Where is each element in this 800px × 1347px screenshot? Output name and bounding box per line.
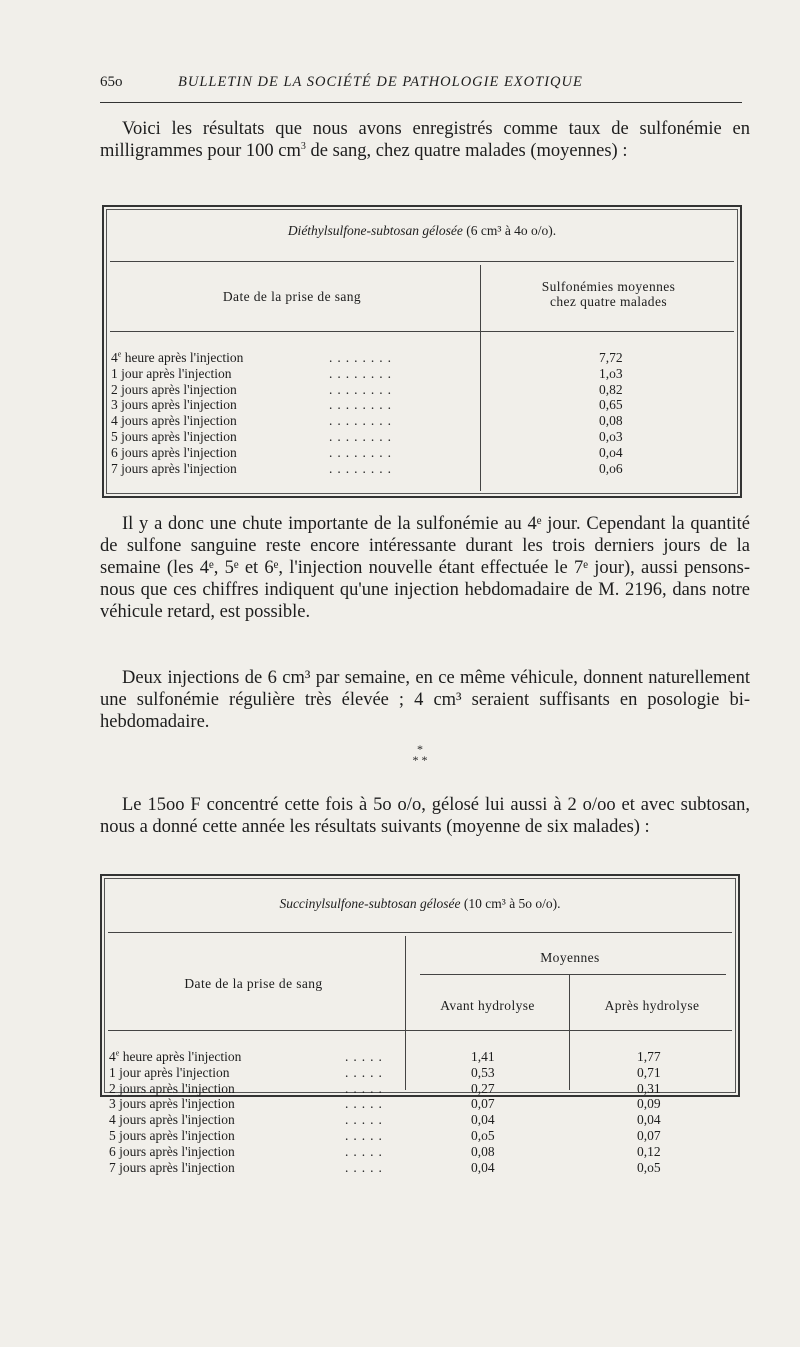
row-label xyxy=(111,413,237,429)
row-value-after: 1,77 xyxy=(637,1049,661,1064)
table1-header-result-line2: chez quatre malades xyxy=(549,294,668,309)
row-label-number: 4 xyxy=(111,413,118,429)
row-label-number: 4 xyxy=(109,1112,116,1128)
table2-body xyxy=(109,1049,729,1175)
row-label xyxy=(109,1065,230,1081)
row-label-number: 2 xyxy=(111,381,118,397)
row-label-number: 6 xyxy=(111,444,118,460)
page-header xyxy=(100,74,742,96)
table2-header-before: Avant hydrolyse xyxy=(440,998,535,1013)
table-diethylsulfone xyxy=(102,205,742,498)
row-value: 0,82 xyxy=(599,381,623,397)
table-row xyxy=(109,1081,729,1097)
row-label xyxy=(111,461,237,477)
row-value-after: 0,31 xyxy=(637,1080,661,1096)
row-label xyxy=(109,1144,235,1160)
table2-caption-title: Succinylsulfone-subtosan gélosée xyxy=(279,896,461,911)
dot-leader: ..... xyxy=(345,1049,387,1064)
table2-header-after: Après hydrolyse xyxy=(604,998,700,1013)
row-value-after: 0,12 xyxy=(637,1143,661,1159)
table-row xyxy=(109,1128,729,1144)
table-row xyxy=(111,350,731,366)
row-value: 0,o4 xyxy=(599,444,623,460)
intro-text-after: de sang, chez quatre malades (moyennes) : xyxy=(305,141,628,161)
row-label xyxy=(111,350,243,366)
row-label-text: jours après l'injection xyxy=(117,381,237,397)
table-row xyxy=(111,366,731,382)
row-value-before: 0,07 xyxy=(471,1096,495,1112)
row-label-text: jours après l'injection xyxy=(115,1112,235,1128)
dot-leader: ..... xyxy=(345,1080,387,1096)
row-label-text: jours après l'injection xyxy=(117,428,237,444)
row-label-sup: e xyxy=(115,1048,120,1058)
table2-top-rule xyxy=(108,932,732,933)
table-succinylsulfone xyxy=(100,874,740,1175)
row-value-before: 1,41 xyxy=(471,1049,495,1064)
dot-leader: ..... xyxy=(345,1159,387,1175)
dot-leader: ........ xyxy=(329,428,396,444)
table2-header-moyennes: Moyennes xyxy=(540,950,600,965)
row-label-text: jours après l'injection xyxy=(117,460,237,476)
row-label-sup: e xyxy=(117,349,122,359)
row-value-before: 0,o5 xyxy=(471,1127,495,1143)
table-row xyxy=(109,1144,729,1160)
dot-leader: ........ xyxy=(329,460,396,476)
asterism-top: * xyxy=(417,742,423,756)
table-row xyxy=(109,1160,729,1176)
row-label xyxy=(109,1160,235,1176)
table1-caption-title: Diéthylsulfone-subtosan gélosée xyxy=(287,223,463,238)
table2-caption-rest: (10 cm³ à 5o o/o). xyxy=(463,896,561,911)
table-row xyxy=(111,461,731,477)
table2-header-rule xyxy=(108,1030,732,1031)
row-value: 0,08 xyxy=(599,413,623,429)
row-label-number: 4 xyxy=(109,1049,116,1064)
table-row xyxy=(109,1065,729,1081)
dot-leader: ..... xyxy=(345,1064,387,1080)
dot-leader: ........ xyxy=(329,381,396,397)
row-label-text: jours après l'injection xyxy=(117,397,237,413)
row-label-text: jours après l'injection xyxy=(115,1096,235,1112)
row-label xyxy=(111,397,237,413)
row-label xyxy=(109,1112,235,1128)
table-row xyxy=(111,445,731,461)
row-label-text: jours après l'injection xyxy=(115,1143,235,1159)
paragraph-chute-text: Il y a donc une chute importante de la sulfonémie au 4ᵉ jour. Cependant la quantité de sulfone sanguine reste encore intéressante durant les trois derniers jours de la semaine (les 4ᵉ, 5ᵉ et 6ᵉ, l'injection nouvelle étant effectuée le 7ᵉ jour), aussi pensons-nous que ces chiffres indiquent qu'une injection hebdomadaire de M. 2196, dans notre véhicule retard, est possible. xyxy=(100,514,750,622)
dot-leader: ........ xyxy=(329,413,396,429)
table2-group-rule xyxy=(420,974,726,975)
row-label-text: jours après l'injection xyxy=(115,1159,235,1175)
table1-caption-rest: (6 cm³ à 4o o/o). xyxy=(466,223,557,238)
row-label-number: 3 xyxy=(111,397,118,413)
row-label-text: jour après l'injection xyxy=(115,1064,230,1080)
row-value: 7,72 xyxy=(599,350,623,365)
dot-leader: ..... xyxy=(345,1112,387,1128)
row-label-text: jour après l'injection xyxy=(117,365,232,381)
row-value-before: 0,08 xyxy=(471,1143,495,1159)
paragraph-15oo-f xyxy=(100,794,750,838)
table1-top-rule xyxy=(110,261,734,262)
table2-caption xyxy=(102,896,738,912)
row-label xyxy=(111,445,237,461)
dot-leader: ........ xyxy=(329,397,396,413)
row-label-text: jours après l'injection xyxy=(117,413,237,429)
table1-header-rule xyxy=(110,331,734,332)
intro-text-before: Voici les résultats que nous avons enregistrés comme taux de sulfonémie en milligrammes pour 100 cm xyxy=(100,119,750,161)
row-label xyxy=(111,366,232,382)
dot-leader: ..... xyxy=(345,1096,387,1112)
row-value-before: 0,04 xyxy=(471,1112,495,1128)
row-label-number: 5 xyxy=(109,1127,116,1143)
row-value-after: 0,71 xyxy=(637,1064,661,1080)
asterism-bottom: * * xyxy=(412,753,428,767)
intro-sup: 3 xyxy=(300,140,306,152)
row-value: 0,65 xyxy=(599,397,623,413)
asterism-separator xyxy=(400,744,440,766)
page-number: 65o xyxy=(100,74,123,90)
row-value-after: 0,04 xyxy=(637,1112,661,1128)
paragraph-chute xyxy=(100,513,750,623)
table2-header-date: Date de la prise de sang xyxy=(184,976,323,991)
table1-header-result-line1: Sulfonémies moyennes xyxy=(541,279,676,294)
table1-header-date: Date de la prise de sang xyxy=(222,289,362,304)
paragraph-deux-injections-text: Deux injections de 6 cm³ par semaine, en ce même véhicule, donnent naturellement une sulfonémie régulière très élevée ; 4 cm³ seraient suffisants en posologie bi-hebdomadaire. xyxy=(100,668,750,732)
table-row xyxy=(109,1112,729,1128)
row-label-text: jours après l'injection xyxy=(117,444,237,460)
intro-paragraph xyxy=(100,118,750,162)
row-label-number: 3 xyxy=(109,1096,116,1112)
table-row xyxy=(111,429,731,445)
row-value-after: 0,o5 xyxy=(637,1159,661,1175)
row-label-number: 6 xyxy=(109,1143,116,1159)
row-label xyxy=(109,1081,235,1097)
table1-header-result xyxy=(481,279,736,309)
dot-leader: ........ xyxy=(329,444,396,460)
row-label-number: 7 xyxy=(111,460,118,476)
row-label-text: jours après l'injection xyxy=(115,1080,235,1096)
row-label-number: 7 xyxy=(109,1159,116,1175)
row-label xyxy=(109,1128,235,1144)
row-value-before: 0,27 xyxy=(471,1080,495,1096)
table-row xyxy=(109,1049,729,1065)
row-label-number: 2 xyxy=(109,1080,116,1096)
row-value: 0,o6 xyxy=(599,460,623,476)
dot-leader: ........ xyxy=(329,350,396,365)
row-label xyxy=(109,1096,235,1112)
row-label xyxy=(111,429,237,445)
row-label-text: jours après l'injection xyxy=(115,1127,235,1143)
row-value-before: 0,53 xyxy=(471,1064,495,1080)
paragraph-15oo-f-text: Le 15oo F concentré cette fois à 5o o/o, gélosé lui aussi à 2 o/oo et avec subtosan, nous a donné cette année les résultats suivants (moyenne de six malades) : xyxy=(100,795,750,837)
dot-leader: ..... xyxy=(345,1143,387,1159)
row-value-after: 0,09 xyxy=(637,1096,661,1112)
table-row xyxy=(111,397,731,413)
table1-caption xyxy=(104,223,740,239)
running-head: BULLETIN DE LA SOCIÉTÉ DE PATHOLOGIE EXOTIQUE xyxy=(178,74,583,90)
table-row xyxy=(109,1096,729,1112)
row-label-number: 1 xyxy=(109,1064,116,1080)
row-label xyxy=(111,382,237,398)
paragraph-deux-injections xyxy=(100,667,750,733)
dot-leader: ..... xyxy=(345,1127,387,1143)
row-label-number: 1 xyxy=(111,365,118,381)
row-value-after: 0,07 xyxy=(637,1127,661,1143)
row-label-number: 5 xyxy=(111,428,118,444)
table-row xyxy=(111,382,731,398)
row-label-number: 4 xyxy=(111,350,118,365)
row-label-text: heure après l'injection xyxy=(119,1049,242,1064)
row-label-text: heure après l'injection xyxy=(121,350,244,365)
header-rule xyxy=(100,102,742,103)
row-value: 0,o3 xyxy=(599,428,623,444)
table1-body xyxy=(111,350,731,476)
row-value-before: 0,04 xyxy=(471,1159,495,1175)
row-value: 1,o3 xyxy=(599,365,623,381)
dot-leader: ........ xyxy=(329,365,396,381)
table-row xyxy=(111,413,731,429)
row-label xyxy=(109,1049,241,1065)
